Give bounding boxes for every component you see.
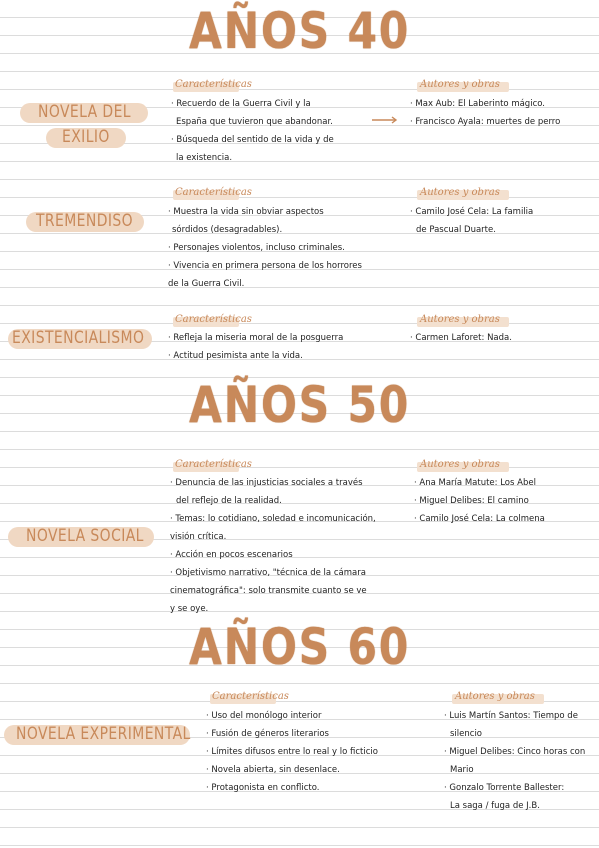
- feature-line: · Actitud pesimista ante la vida.: [168, 351, 303, 361]
- author-line: · Gonzalo Torrente Ballester:: [444, 783, 565, 793]
- author-line: · Miguel Delibes: El camino: [414, 496, 529, 506]
- author-line: · Carmen Laforet: Nada.: [410, 333, 512, 343]
- features-header: Características: [175, 314, 252, 325]
- feature-line: visión crítica.: [170, 532, 227, 542]
- features-header: Características: [175, 459, 252, 470]
- author-line: silencio: [450, 729, 483, 739]
- feature-line: y se oye.: [170, 604, 209, 614]
- genre-title-novela-social: NOVELA SOCIAL: [26, 526, 144, 546]
- author-line: La saga / fuga de J.B.: [450, 801, 540, 811]
- author-line: · Francisco Ayala: muertes de perro: [410, 117, 561, 127]
- feature-line: · Límites difusos entre lo real y lo ficticio: [206, 747, 378, 757]
- authors-header: Autores y obras: [420, 79, 500, 90]
- era-title-40: AÑOS 40: [188, 2, 411, 60]
- features-header: Características: [175, 187, 252, 198]
- author-line: de Pascual Duarte.: [416, 225, 496, 235]
- feature-line: · Objetivismo narrativo, "técnica de la cámara: [170, 568, 366, 578]
- feature-line: · Muestra la vida sin obviar aspectos: [168, 207, 324, 217]
- authors-header: Autores y obras: [420, 187, 500, 198]
- feature-line: · Vivencia en primera persona de los horrores: [168, 261, 362, 271]
- feature-line: · Protagonista en conflicto.: [206, 783, 320, 793]
- feature-line: · Novela abierta, sin desenlace.: [206, 765, 340, 775]
- author-line: · Max Aub: El Laberinto mágico.: [410, 99, 545, 109]
- feature-line: cinematográfica": solo transmite cuanto se ve: [170, 586, 367, 596]
- feature-line: · Refleja la miseria moral de la posguerra: [168, 333, 344, 343]
- genre-title-existencialismo: EXISTENCIALISMO: [12, 328, 145, 348]
- era-title-60: AÑOS 60: [188, 618, 411, 676]
- feature-line: España que tuvieron que abandonar.: [176, 117, 333, 127]
- feature-line: · Personajes violentos, incluso criminales.: [168, 243, 345, 253]
- features-header: Características: [212, 691, 289, 702]
- feature-line: · Búsqueda del sentido de la vida y de: [171, 135, 334, 145]
- genre-title-exilio-1: NOVELA DEL: [38, 102, 131, 122]
- genre-title-novela-experimental: NOVELA EXPERIMENTAL: [16, 724, 191, 744]
- genre-title-exilio-2: EXILIO: [62, 127, 110, 147]
- arrow-icon: [371, 115, 399, 125]
- author-line: · Camilo José Cela: La familia: [410, 207, 534, 217]
- authors-header: Autores y obras: [455, 691, 535, 702]
- era-title-50: AÑOS 50: [188, 376, 411, 434]
- feature-line: · Denuncia de las injusticias sociales a través: [170, 478, 363, 488]
- author-line: Mario: [450, 765, 474, 775]
- feature-line: · Recuerdo de la Guerra Civil y la: [171, 99, 311, 109]
- feature-line: · Temas: lo cotidiano, soledad e incomunicación,: [170, 514, 376, 524]
- features-header: Características: [175, 79, 252, 90]
- feature-line: · Fusión de géneros literarios: [206, 729, 329, 739]
- author-line: · Camilo José Cela: La colmena: [414, 514, 545, 524]
- feature-line: · Acción en pocos escenarios: [170, 550, 293, 560]
- author-line: · Miguel Delibes: Cinco horas con: [444, 747, 586, 757]
- authors-header: Autores y obras: [420, 459, 500, 470]
- author-line: · Ana María Matute: Los Abel: [414, 478, 536, 488]
- genre-title-tremendismo: TREMENDISO: [36, 211, 134, 231]
- feature-line: del reflejo de la realidad.: [176, 496, 282, 506]
- authors-header: Autores y obras: [420, 314, 500, 325]
- feature-line: la existencia.: [176, 153, 233, 163]
- author-line: · Luis Martín Santos: Tiempo de: [444, 711, 578, 721]
- feature-line: de la Guerra Civil.: [168, 279, 245, 289]
- feature-line: · Uso del monólogo interior: [206, 711, 322, 721]
- feature-line: sórdidos (desagradables).: [172, 225, 283, 235]
